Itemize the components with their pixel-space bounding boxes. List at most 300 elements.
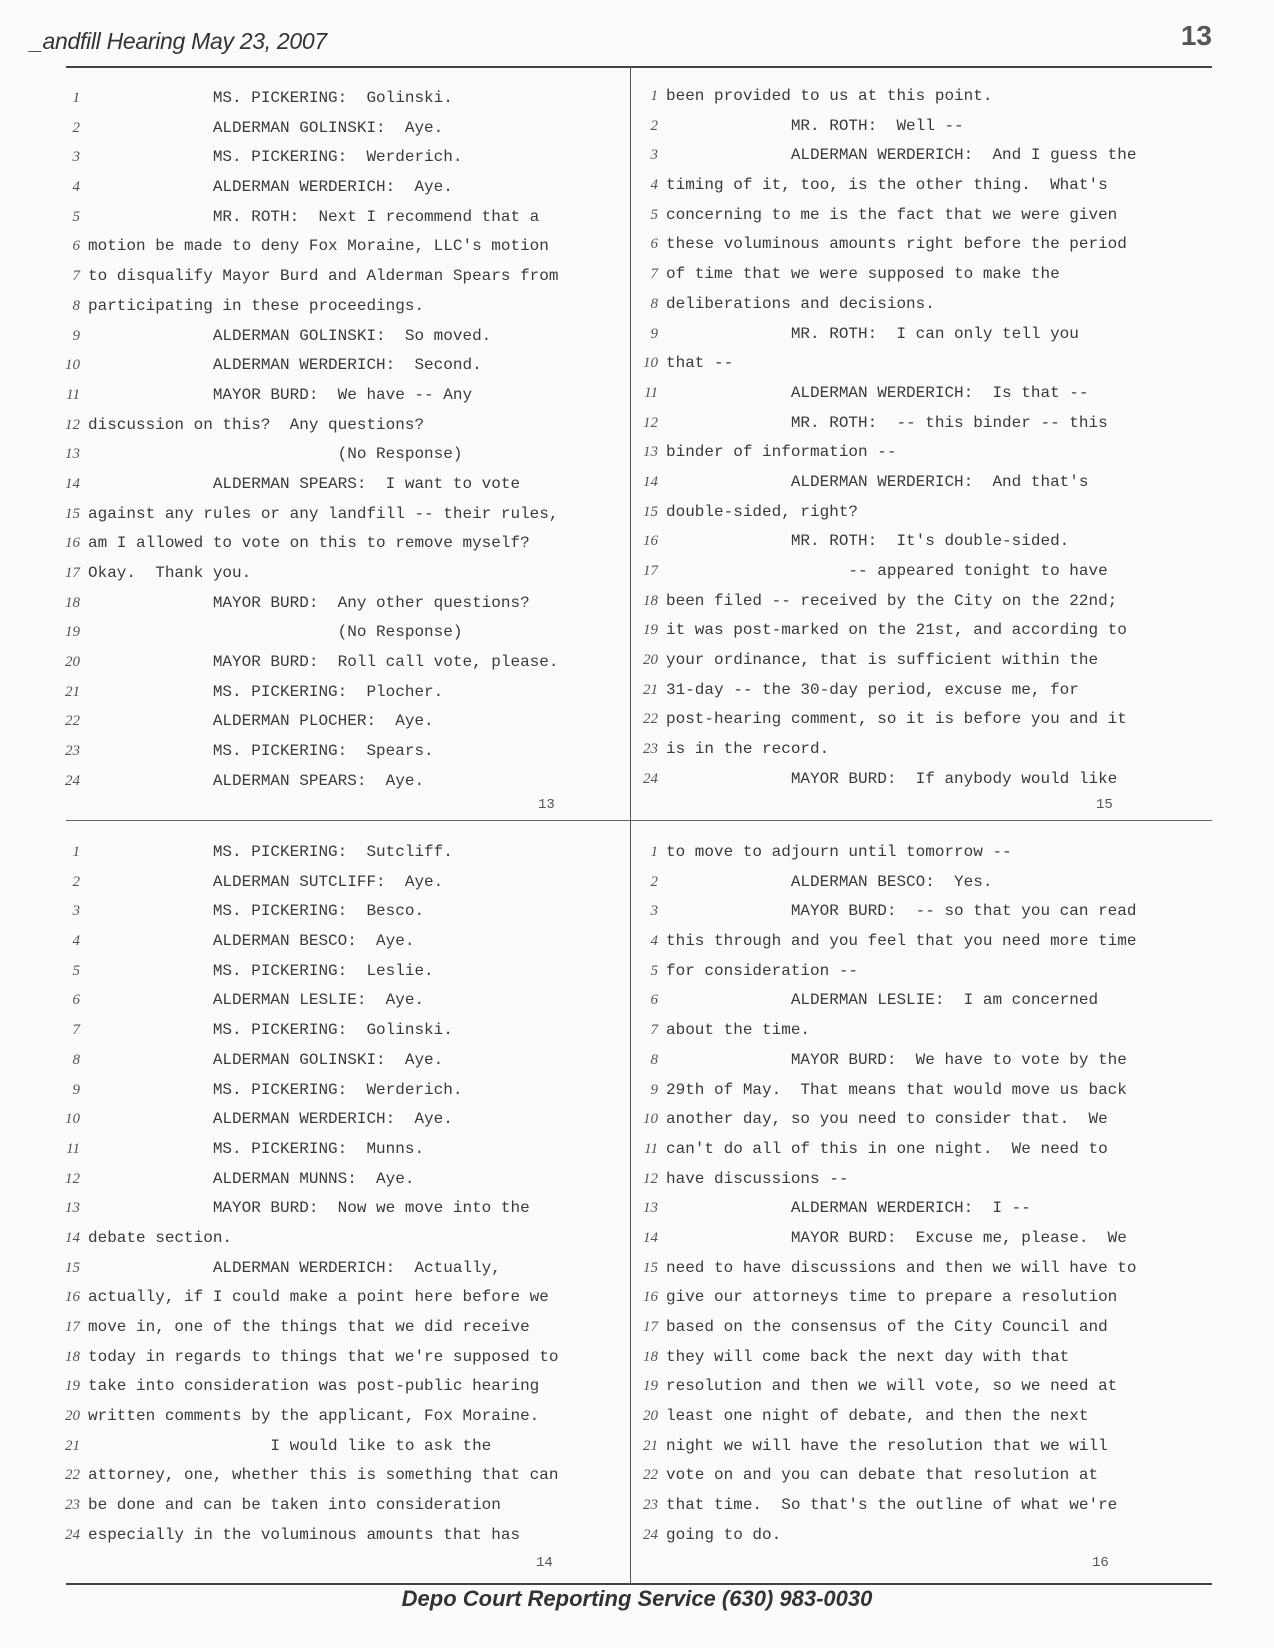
line-text: MAYOR BURD: If anybody would like bbox=[666, 769, 1118, 788]
line-text: based on the consensus of the City Council and bbox=[666, 1318, 1108, 1336]
line-number: 3 bbox=[72, 149, 80, 166]
line-number: 10 bbox=[643, 1111, 658, 1128]
line-number: 12 bbox=[643, 414, 658, 431]
transcript-line bbox=[56, 618, 576, 648]
line-number: 20 bbox=[65, 654, 80, 671]
transcript-line bbox=[634, 1016, 1154, 1046]
line-number: 14 bbox=[65, 475, 80, 492]
line-text: MR. ROTH: Next I recommend that a bbox=[88, 207, 540, 226]
line-number: 16 bbox=[643, 1289, 658, 1306]
transcript-line bbox=[56, 838, 576, 868]
transcript-line bbox=[634, 557, 1154, 587]
line-text: can't do all of this in one night. We need to bbox=[666, 1139, 1108, 1158]
line-text: have discussions -- bbox=[666, 1169, 849, 1188]
line-number: 10 bbox=[65, 357, 80, 374]
line-text: ALDERMAN WERDERICH: Is that -- bbox=[666, 383, 1089, 402]
line-number: 17 bbox=[643, 1319, 658, 1335]
line-number: 22 bbox=[643, 1467, 658, 1484]
sheet-page-number: 13 bbox=[1180, 20, 1212, 51]
line-number: 2 bbox=[72, 873, 80, 890]
line-number: 24 bbox=[643, 770, 658, 787]
line-text: been provided to us at this point. bbox=[666, 87, 993, 105]
page-number-14: 14 bbox=[536, 1555, 553, 1571]
transcript-line bbox=[634, 141, 1154, 171]
transcript-line bbox=[634, 379, 1154, 409]
line-number: 19 bbox=[643, 622, 658, 639]
line-text: MAYOR BURD: We have to vote by the bbox=[666, 1050, 1127, 1069]
transcript-line bbox=[56, 1194, 576, 1224]
transcript-page-16 bbox=[634, 838, 1154, 1551]
line-text: ALDERMAN GOLINSKI: Aye. bbox=[88, 1050, 444, 1069]
line-number: 6 bbox=[650, 992, 658, 1009]
line-number: 23 bbox=[65, 743, 80, 760]
line-number: 19 bbox=[65, 1378, 80, 1395]
line-number: 24 bbox=[643, 1526, 658, 1543]
line-number: 1 bbox=[650, 844, 658, 860]
line-text: need to have discussions and then we will have to bbox=[666, 1258, 1137, 1277]
line-number: 12 bbox=[65, 1170, 80, 1187]
line-text: ALDERMAN WERDERICH: I -- bbox=[666, 1199, 1031, 1218]
line-number: 16 bbox=[65, 1289, 80, 1306]
line-text: MAYOR BURD: -- so that you can read bbox=[666, 902, 1137, 921]
line-text: binder of information -- bbox=[666, 443, 897, 462]
line-number: 14 bbox=[643, 1229, 658, 1246]
transcript-line bbox=[56, 529, 576, 559]
transcript-line bbox=[56, 411, 576, 441]
line-text: of time that we were supposed to make the bbox=[666, 265, 1060, 284]
line-number: 17 bbox=[643, 563, 658, 579]
line-text: post-hearing comment, so it is before you and it bbox=[666, 710, 1127, 729]
line-number: 7 bbox=[72, 268, 80, 285]
line-text: MAYOR BURD: Now we move into the bbox=[88, 1199, 530, 1218]
line-number: 4 bbox=[650, 933, 658, 950]
line-text: for consideration -- bbox=[666, 961, 859, 980]
transcript-line bbox=[634, 1491, 1154, 1521]
transcript-line bbox=[634, 957, 1154, 987]
line-number: 21 bbox=[65, 1437, 80, 1454]
line-number: 11 bbox=[644, 1140, 658, 1157]
transcript-line bbox=[56, 440, 576, 470]
line-text: especially in the voluminous amounts that has bbox=[88, 1525, 521, 1544]
transcript-line bbox=[634, 171, 1154, 201]
line-text: MAYOR BURD: Any other questions? bbox=[88, 593, 530, 612]
line-text: MAYOR BURD: Excuse me, please. We bbox=[666, 1228, 1127, 1247]
transcript-line bbox=[56, 986, 576, 1016]
line-text: least one night of debate, and then the next bbox=[666, 1407, 1089, 1426]
transcript-line bbox=[56, 868, 576, 898]
transcript-line bbox=[56, 203, 576, 233]
line-text: MS. PICKERING: Leslie. bbox=[88, 961, 434, 980]
bottom-rule bbox=[66, 1583, 1212, 1585]
line-number: 21 bbox=[643, 1437, 658, 1454]
transcript-line bbox=[634, 320, 1154, 350]
transcript-line bbox=[634, 705, 1154, 735]
line-text: deliberations and decisions. bbox=[666, 294, 935, 313]
transcript-line bbox=[634, 1076, 1154, 1106]
line-number: 22 bbox=[65, 1467, 80, 1484]
transcript-line bbox=[56, 381, 576, 411]
transcript-line bbox=[634, 1165, 1154, 1195]
line-number: 9 bbox=[650, 1081, 658, 1098]
line-text: today in regards to things that we're supposed to bbox=[88, 1347, 559, 1366]
line-text: MR. ROTH: It's double-sided. bbox=[666, 532, 1070, 551]
transcript-line bbox=[634, 868, 1154, 898]
line-text: about the time. bbox=[666, 1021, 811, 1040]
line-text: ALDERMAN WERDERICH: Aye. bbox=[88, 178, 453, 197]
transcript-line bbox=[634, 260, 1154, 290]
line-text: move in, one of the things that we did receive bbox=[88, 1318, 530, 1336]
line-text: that time. So that's the outline of what we're bbox=[666, 1496, 1118, 1515]
line-number: 13 bbox=[65, 446, 80, 463]
line-number: 21 bbox=[643, 681, 658, 698]
line-text: give our attorneys time to prepare a resolution bbox=[666, 1288, 1118, 1307]
line-number: 1 bbox=[650, 88, 658, 104]
transcript-line bbox=[634, 438, 1154, 468]
line-text: MS. PICKERING: Werderich. bbox=[88, 1080, 463, 1099]
line-text: MAYOR BURD: We have -- Any bbox=[88, 385, 473, 404]
line-text: discussion on this? Any questions? bbox=[88, 415, 425, 434]
line-number: 15 bbox=[65, 1259, 80, 1276]
transcript-line bbox=[634, 1402, 1154, 1432]
transcript-line bbox=[634, 409, 1154, 439]
transcript-line bbox=[634, 498, 1154, 528]
line-number: 1 bbox=[72, 844, 80, 860]
line-number: 13 bbox=[643, 1200, 658, 1217]
line-text: ALDERMAN MUNNS: Aye. bbox=[88, 1169, 415, 1188]
transcript-line bbox=[56, 1313, 576, 1343]
transcript-line bbox=[56, 84, 576, 114]
transcript-page-13 bbox=[56, 84, 576, 797]
line-number: 10 bbox=[65, 1111, 80, 1128]
vertical-divider bbox=[630, 66, 631, 1583]
transcript-line bbox=[56, 143, 576, 173]
transcript-line bbox=[56, 678, 576, 708]
transcript-line bbox=[634, 112, 1154, 142]
line-text: ALDERMAN BESCO: Yes. bbox=[666, 872, 993, 891]
line-text: MS. PICKERING: Golinski. bbox=[88, 1021, 453, 1040]
line-text: (No Response) bbox=[88, 623, 463, 642]
line-number: 20 bbox=[643, 652, 658, 669]
line-text: 31-day -- the 30-day period, excuse me, for bbox=[666, 680, 1079, 699]
transcript-line bbox=[634, 1046, 1154, 1076]
transcript-line bbox=[56, 1343, 576, 1373]
transcript-line bbox=[56, 292, 576, 322]
line-text: another day, so you need to consider that. We bbox=[666, 1110, 1108, 1129]
line-text: -- appeared tonight to have bbox=[666, 562, 1108, 580]
line-text: to move to adjourn until tomorrow -- bbox=[666, 843, 1012, 861]
transcript-line bbox=[56, 1076, 576, 1106]
line-number: 3 bbox=[650, 903, 658, 920]
transcript-line bbox=[56, 897, 576, 927]
page-number-13: 13 bbox=[538, 797, 555, 813]
transcript-line bbox=[634, 1224, 1154, 1254]
transcript-line bbox=[634, 230, 1154, 260]
line-number: 5 bbox=[650, 206, 658, 223]
transcript-line bbox=[56, 1224, 576, 1254]
line-text: these voluminous amounts right before the period bbox=[666, 235, 1127, 254]
line-number: 18 bbox=[643, 1348, 658, 1365]
transcript-line bbox=[56, 351, 576, 381]
line-number: 17 bbox=[65, 1319, 80, 1335]
line-text: timing of it, too, is the other thing. What's bbox=[666, 176, 1108, 195]
transcript-line bbox=[634, 1313, 1154, 1343]
page-number-15: 15 bbox=[1096, 797, 1113, 813]
line-number: 4 bbox=[72, 179, 80, 196]
line-number: 12 bbox=[65, 416, 80, 433]
transcript-line bbox=[56, 737, 576, 767]
transcript-line bbox=[56, 1372, 576, 1402]
line-text: (No Response) bbox=[88, 445, 463, 464]
line-text: ALDERMAN BESCO: Aye. bbox=[88, 932, 415, 951]
line-text: MS. PICKERING: Sutcliff. bbox=[88, 843, 453, 861]
line-number: 3 bbox=[72, 903, 80, 920]
line-text: night we will have the resolution that we will bbox=[666, 1436, 1108, 1455]
middle-rule bbox=[66, 820, 1212, 821]
transcript-line bbox=[634, 616, 1154, 646]
line-number: 18 bbox=[65, 1348, 80, 1365]
line-number: 13 bbox=[65, 1200, 80, 1217]
line-text: MS. PICKERING: Werderich. bbox=[88, 148, 463, 167]
line-text: vote on and you can debate that resolution at bbox=[666, 1466, 1099, 1485]
transcript-line bbox=[634, 82, 1154, 112]
line-text: take into consideration was post-public hearing bbox=[88, 1377, 540, 1396]
transcript-line bbox=[56, 1283, 576, 1313]
transcript-line bbox=[56, 589, 576, 619]
line-text: this through and you feel that you need more time bbox=[666, 932, 1137, 951]
transcript-line bbox=[56, 927, 576, 957]
line-number: 17 bbox=[65, 565, 80, 581]
transcript-line bbox=[634, 1521, 1154, 1551]
transcript-line bbox=[56, 1165, 576, 1195]
transcript-line bbox=[56, 262, 576, 292]
line-number: 6 bbox=[72, 238, 80, 255]
transcript-line bbox=[634, 349, 1154, 379]
transcript-line bbox=[634, 1254, 1154, 1284]
transcript-line bbox=[56, 173, 576, 203]
transcript-line bbox=[56, 1432, 576, 1462]
line-number: 6 bbox=[650, 236, 658, 253]
line-number: 5 bbox=[650, 962, 658, 979]
transcript-line bbox=[634, 986, 1154, 1016]
line-number: 2 bbox=[72, 119, 80, 136]
line-number: 6 bbox=[72, 992, 80, 1009]
line-number: 8 bbox=[72, 297, 80, 314]
transcript-line bbox=[56, 500, 576, 530]
line-number: 20 bbox=[65, 1408, 80, 1425]
line-number: 7 bbox=[72, 1022, 80, 1039]
line-number: 9 bbox=[72, 327, 80, 344]
line-number: 15 bbox=[643, 503, 658, 520]
line-number: 11 bbox=[644, 384, 658, 401]
line-text: going to do. bbox=[666, 1525, 782, 1544]
line-number: 14 bbox=[643, 473, 658, 490]
transcript-line bbox=[634, 1105, 1154, 1135]
transcript-line bbox=[634, 1283, 1154, 1313]
transcript-page-14 bbox=[56, 838, 576, 1551]
line-text: concerning to me is the fact that we were given bbox=[666, 205, 1118, 224]
line-text: resolution and then we will vote, so we need at bbox=[666, 1377, 1118, 1396]
line-text: been filed -- received by the City on the 22nd; bbox=[666, 591, 1118, 610]
line-text: is in the record. bbox=[666, 740, 830, 759]
line-text: ALDERMAN SUTCLIFF: Aye. bbox=[88, 872, 444, 891]
line-text: ALDERMAN SPEARS: Aye. bbox=[88, 771, 425, 790]
line-number: 23 bbox=[643, 741, 658, 758]
line-number: 16 bbox=[65, 535, 80, 552]
line-number: 12 bbox=[643, 1170, 658, 1187]
line-number: 22 bbox=[643, 711, 658, 728]
line-number: 1 bbox=[72, 90, 80, 106]
line-text: 29th of May. That means that would move us back bbox=[666, 1080, 1127, 1099]
line-text: that -- bbox=[666, 354, 734, 373]
transcript-line bbox=[56, 1402, 576, 1432]
transcript-line bbox=[56, 1521, 576, 1551]
line-number: 8 bbox=[650, 295, 658, 312]
line-text: I would like to ask the bbox=[88, 1436, 492, 1455]
line-text: MR. ROTH: -- this binder -- this bbox=[666, 413, 1108, 432]
line-number: 3 bbox=[650, 147, 658, 164]
line-text: Okay. Thank you. bbox=[88, 564, 252, 582]
transcript-line bbox=[634, 676, 1154, 706]
line-number: 19 bbox=[65, 624, 80, 641]
line-text: MR. ROTH: Well -- bbox=[666, 116, 964, 135]
line-number: 2 bbox=[650, 873, 658, 890]
line-text: ALDERMAN SPEARS: I want to vote bbox=[88, 474, 521, 493]
line-number: 22 bbox=[65, 713, 80, 730]
line-number: 5 bbox=[72, 962, 80, 979]
line-text: double-sided, right? bbox=[666, 502, 859, 521]
transcript-line bbox=[56, 1491, 576, 1521]
transcript-line bbox=[56, 957, 576, 987]
line-number: 10 bbox=[643, 355, 658, 372]
transcript-line bbox=[634, 1372, 1154, 1402]
transcript-line bbox=[634, 527, 1154, 557]
transcript-line bbox=[56, 322, 576, 352]
line-number: 9 bbox=[72, 1081, 80, 1098]
line-text: they will come back the next day with that bbox=[666, 1347, 1070, 1366]
line-text: ALDERMAN GOLINSKI: Aye. bbox=[88, 118, 444, 137]
line-text: written comments by the applicant, Fox Moraine. bbox=[88, 1407, 540, 1426]
line-number: 16 bbox=[643, 533, 658, 550]
line-text: ALDERMAN WERDERICH: Second. bbox=[88, 356, 482, 375]
line-text: ALDERMAN GOLINSKI: So moved. bbox=[88, 326, 492, 345]
transcript-line bbox=[634, 468, 1154, 498]
line-number: 9 bbox=[650, 325, 658, 342]
transcript-line bbox=[56, 114, 576, 144]
page-number-16: 16 bbox=[1092, 1555, 1109, 1571]
line-text: motion be made to deny Fox Moraine, LLC's motion bbox=[88, 237, 549, 256]
transcript-line bbox=[56, 648, 576, 678]
transcript-line bbox=[634, 646, 1154, 676]
line-number: 15 bbox=[643, 1259, 658, 1276]
line-text: ALDERMAN LESLIE: Aye. bbox=[88, 991, 425, 1010]
line-text: ALDERMAN LESLIE: I am concerned bbox=[666, 991, 1099, 1010]
line-number: 20 bbox=[643, 1408, 658, 1425]
transcript-line bbox=[634, 897, 1154, 927]
line-number: 23 bbox=[65, 1497, 80, 1514]
line-text: MS. PICKERING: Plocher. bbox=[88, 682, 444, 701]
line-text: ALDERMAN WERDERICH: Actually, bbox=[88, 1258, 501, 1277]
transcript-line bbox=[56, 707, 576, 737]
transcript-page-15 bbox=[634, 82, 1154, 795]
transcript-line bbox=[56, 1105, 576, 1135]
line-number: 2 bbox=[650, 117, 658, 134]
transcript-line bbox=[634, 838, 1154, 868]
line-number: 8 bbox=[650, 1051, 658, 1068]
line-text: debate section. bbox=[88, 1228, 233, 1247]
line-number: 15 bbox=[65, 505, 80, 522]
line-number: 14 bbox=[65, 1229, 80, 1246]
line-number: 18 bbox=[643, 592, 658, 609]
line-text: MS. PICKERING: Besco. bbox=[88, 902, 425, 921]
footer-reporter: Depo Court Reporting Service (630) 983-0030 bbox=[401, 1586, 873, 1611]
transcript-line bbox=[56, 232, 576, 262]
line-text: it was post-marked on the 21st, and according to bbox=[666, 621, 1127, 640]
line-number: 8 bbox=[72, 1051, 80, 1068]
transcript-line bbox=[634, 735, 1154, 765]
line-number: 13 bbox=[643, 444, 658, 461]
line-text: MS. PICKERING: Golinski. bbox=[88, 89, 453, 107]
transcript-line bbox=[634, 1135, 1154, 1165]
transcript-line bbox=[634, 927, 1154, 957]
line-text: MR. ROTH: I can only tell you bbox=[666, 324, 1079, 343]
line-number: 7 bbox=[650, 266, 658, 283]
line-text: MS. PICKERING: Spears. bbox=[88, 742, 434, 761]
transcript-line bbox=[634, 1194, 1154, 1224]
transcript-line bbox=[634, 587, 1154, 617]
line-text: MAYOR BURD: Roll call vote, please. bbox=[88, 653, 559, 672]
line-number: 5 bbox=[72, 208, 80, 225]
transcript-line bbox=[56, 1135, 576, 1165]
top-rule bbox=[66, 66, 1212, 68]
transcript-line bbox=[634, 1343, 1154, 1373]
document-title: _andfill Hearing May 23, 2007 bbox=[30, 28, 327, 54]
line-text: to disqualify Mayor Burd and Alderman Spears from bbox=[88, 267, 559, 286]
line-text: your ordinance, that is sufficient within the bbox=[666, 651, 1099, 670]
line-number: 4 bbox=[650, 177, 658, 194]
transcript-line bbox=[56, 1254, 576, 1284]
line-number: 18 bbox=[65, 594, 80, 611]
line-text: be done and can be taken into consideration bbox=[88, 1496, 501, 1515]
line-number: 4 bbox=[72, 933, 80, 950]
transcript-line bbox=[634, 765, 1154, 795]
line-number: 7 bbox=[650, 1022, 658, 1039]
line-number: 19 bbox=[643, 1378, 658, 1395]
line-number: 11 bbox=[66, 386, 80, 403]
transcript-line bbox=[634, 201, 1154, 231]
transcript-line bbox=[634, 290, 1154, 320]
transcript-line bbox=[56, 1461, 576, 1491]
line-number: 24 bbox=[65, 772, 80, 789]
line-text: ALDERMAN WERDERICH: And that's bbox=[666, 472, 1089, 491]
line-number: 11 bbox=[66, 1140, 80, 1157]
line-text: attorney, one, whether this is something that can bbox=[88, 1466, 559, 1485]
line-number: 21 bbox=[65, 683, 80, 700]
line-text: MS. PICKERING: Munns. bbox=[88, 1139, 425, 1158]
transcript-line bbox=[56, 1046, 576, 1076]
line-number: 24 bbox=[65, 1526, 80, 1543]
line-text: actually, if I could make a point here before we bbox=[88, 1288, 549, 1307]
line-text: against any rules or any landfill -- their rules, bbox=[88, 504, 559, 523]
transcript-line bbox=[56, 1016, 576, 1046]
transcript-line bbox=[56, 767, 576, 797]
line-number: 23 bbox=[643, 1497, 658, 1514]
line-text: ALDERMAN WERDERICH: Aye. bbox=[88, 1110, 453, 1129]
transcript-line bbox=[56, 470, 576, 500]
transcript-line bbox=[634, 1432, 1154, 1462]
line-text: ALDERMAN PLOCHER: Aye. bbox=[88, 712, 434, 731]
transcript-line bbox=[634, 1461, 1154, 1491]
line-text: participating in these proceedings. bbox=[88, 296, 425, 315]
